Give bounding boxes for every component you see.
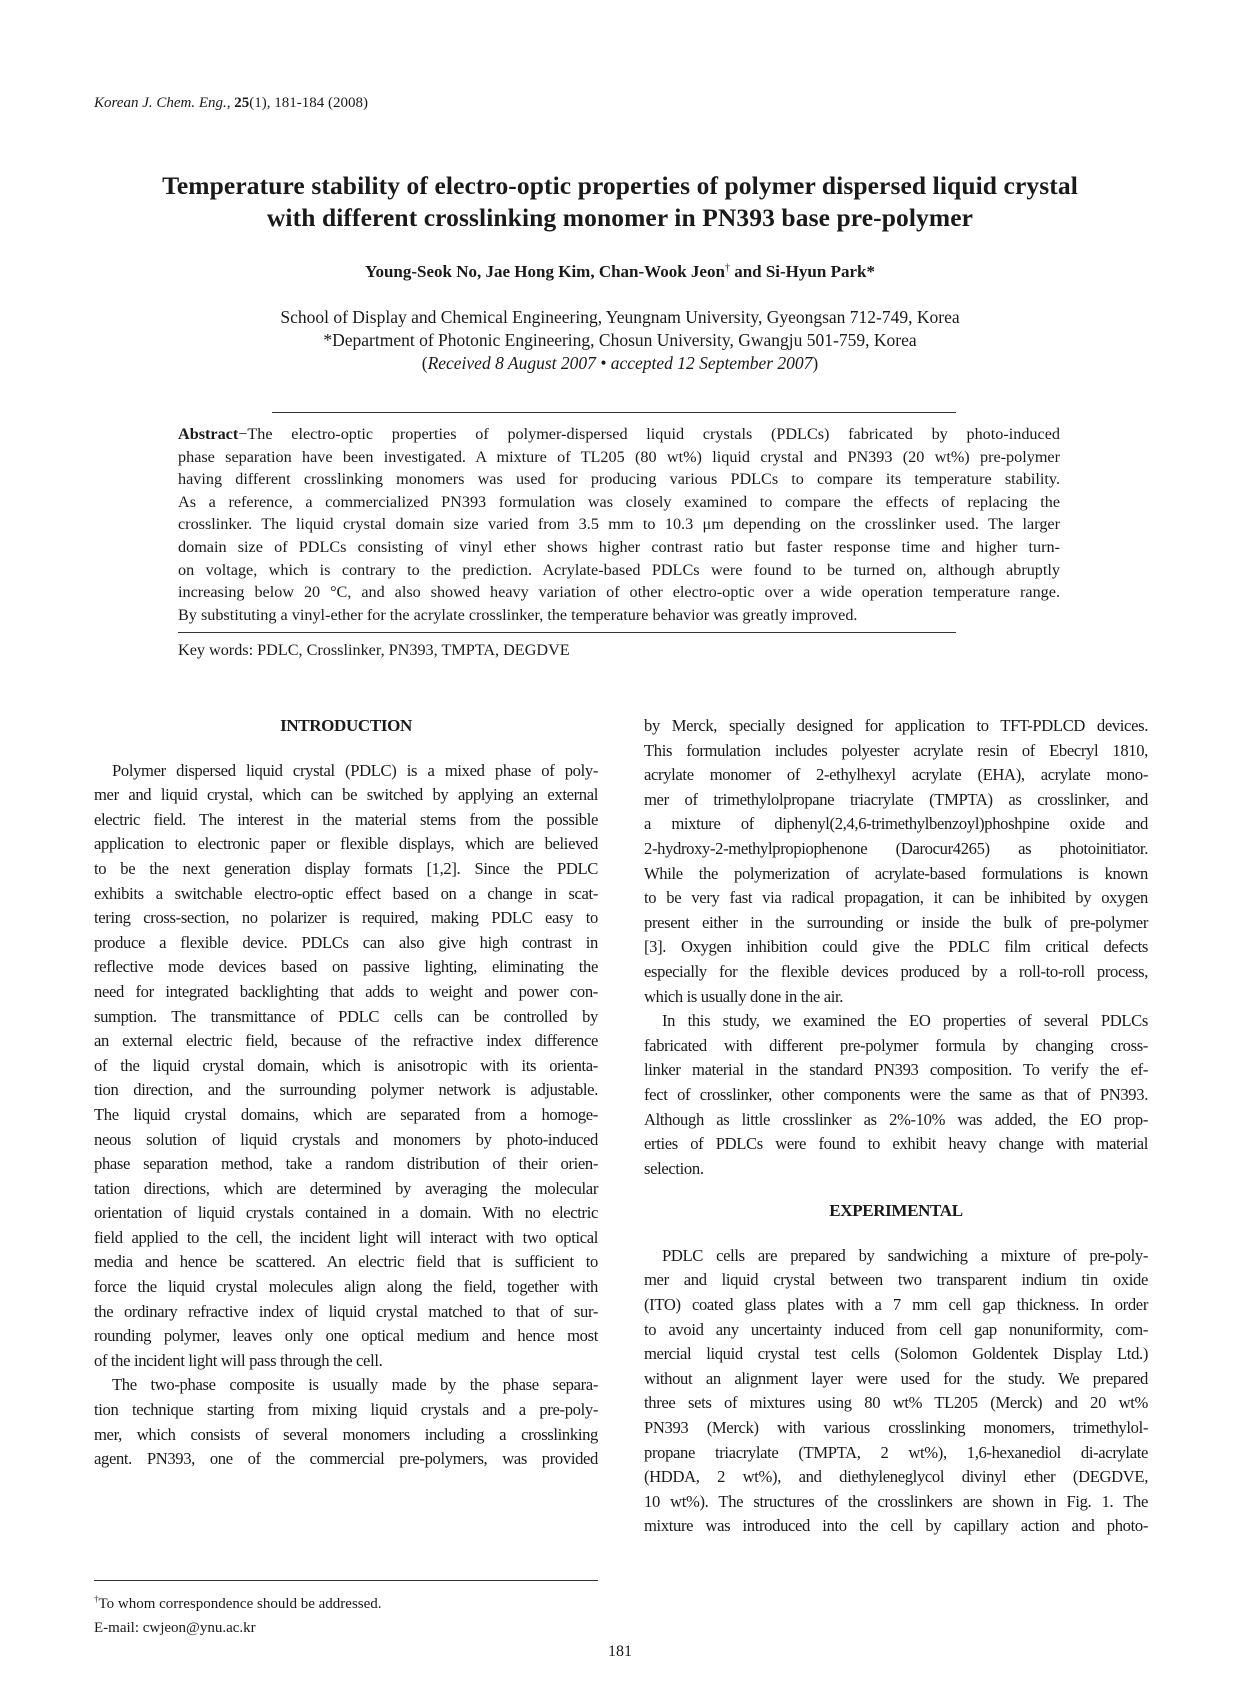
page-number: 181 bbox=[608, 1643, 632, 1660]
footnote-line-1: †To whom correspondence should be addressed. bbox=[94, 1594, 382, 1612]
left-column bbox=[94, 714, 598, 1472]
text-line: sumption. The transmittance of PDLC cells can be controlled by bbox=[94, 1006, 598, 1026]
intro-paragraph-3 bbox=[644, 714, 1148, 1009]
text-line: reflective mode devices based on passive lighting, eliminating the bbox=[94, 957, 598, 977]
text-line: which is usually done in the air. bbox=[644, 986, 844, 1006]
text-line: mercial liquid crystal test cells (Solomon Goldentek Display Ltd.) bbox=[644, 1344, 1148, 1364]
journal-volume: 25 bbox=[234, 95, 250, 111]
text-line: to be very fast via radical propagation, it can be inhibited by oxygen bbox=[644, 888, 1148, 908]
abstract-lead: Abstract bbox=[178, 425, 239, 443]
abstract-line: phase separation have been investigated. A mixture of TL205 (80 wt%) liquid crystal and PN393 (20 wt%) pre-polymer bbox=[178, 447, 1060, 466]
abstract-line: increasing below 20 °C, and also showed heavy variation of other electro-optic over a wide operation temperature range. bbox=[178, 583, 1060, 602]
text-line: media and hence be scattered. An electric field that is sufficient to bbox=[94, 1252, 598, 1272]
text-line: an external electric field, because of the refractive index difference bbox=[94, 1031, 598, 1051]
affiliation-1: School of Display and Chemical Engineering, Yeungnam University, Gyeongsan 712-749, Korea bbox=[280, 307, 960, 327]
text-line: three sets of mixtures using 80 wt% TL205 (Merck) and 20 wt% bbox=[644, 1393, 1148, 1413]
text-line: phase separation method, take a random distribution of their orien- bbox=[94, 1154, 598, 1174]
text-line: 10 wt%). The structures of the crosslinkers are shown in Fig. 1. The bbox=[644, 1491, 1148, 1511]
text-line: especially for the flexible devices produced by a roll-to-roll process, bbox=[644, 961, 1148, 981]
abstract-line: By substituting a vinyl-ether for the acrylate crosslinker, the temperature behavior was greatly improved. bbox=[178, 605, 858, 624]
text-line: without an alignment layer were used for the study. We prepared bbox=[644, 1368, 1148, 1388]
text-line: fect of crosslinker, other components were the same as that of PN393. bbox=[644, 1084, 1148, 1104]
text-line: mer and liquid crystal between two transparent indium tin oxide bbox=[644, 1270, 1148, 1290]
section-heading-introduction: INTRODUCTION bbox=[280, 716, 412, 735]
text-line: tion technique starting from mixing liquid crystals and a pre-poly- bbox=[94, 1400, 598, 1420]
text-line: neous solution of liquid crystals and monomers by photo-induced bbox=[94, 1129, 598, 1149]
text-line: tation directions, which are determined by averaging the molecular bbox=[94, 1178, 598, 1198]
text-line: Polymer dispersed liquid crystal (PDLC) is a mixed phase of poly- bbox=[112, 760, 598, 780]
footnote-email: E-mail: cwjeon@ynu.ac.kr bbox=[94, 1620, 256, 1636]
abstract-line: having different crosslinking monomers was used for producing various PDLCs to compare its temperature stability. bbox=[178, 470, 1060, 489]
text-line: fabricated with different pre-polymer formula by changing cross- bbox=[644, 1035, 1148, 1055]
text-line: tering cross-section, no polarizer is required, making PDLC easy to bbox=[94, 908, 598, 928]
text-line: field applied to the cell, the incident light will interact with two optical bbox=[94, 1227, 598, 1247]
abstract-line: As a reference, a commercialized PN393 formulation was closely examined to compare the effects of replacing the bbox=[178, 492, 1060, 511]
intro-paragraph-4 bbox=[644, 1009, 1148, 1181]
text-line: acrylate monomer of 2-ethylhexyl acrylate (EHA), acrylate mono- bbox=[644, 765, 1148, 785]
text-line: PDLC cells are prepared by sandwiching a mixture of pre-poly- bbox=[662, 1245, 1148, 1265]
abstract bbox=[178, 423, 1060, 626]
footnote bbox=[94, 1587, 382, 1640]
author-list bbox=[0, 262, 1240, 282]
text-line: application to electronic paper or flexible displays, which are believed bbox=[94, 834, 598, 854]
text-line: propane triacrylate (TMPTA, 2 wt%), 1,6-hexanediol di-acrylate bbox=[644, 1442, 1148, 1462]
journal-name: Korean J. Chem. Eng. bbox=[94, 95, 227, 111]
text-line: erties of PDLCs were found to exhibit heavy change with material bbox=[644, 1134, 1148, 1154]
text-line: exhibits a switchable electro-optic effect based on a change in scat- bbox=[94, 883, 598, 903]
text-line: tion direction, and the surrounding polymer network is adjustable. bbox=[94, 1080, 598, 1100]
affiliation-2: *Department of Photonic Engineering, Chosun University, Gwangju 501-759, Korea bbox=[323, 330, 917, 350]
corresponding-mark: † bbox=[724, 262, 730, 274]
text-line: mer and liquid crystal, which can be switched by applying an external bbox=[94, 785, 598, 805]
authors-after: and Si-Hyun Park* bbox=[729, 262, 875, 281]
text-line: a mixture of diphenyl(2,4,6-trimethylbenzoyl)phoshpine oxide and bbox=[644, 814, 1148, 834]
received-text: Received 8 August 2007 • accepted 12 September 2007 bbox=[427, 353, 813, 373]
right-column bbox=[644, 714, 1148, 1539]
text-line: present either in the surrounding or inside the bulk of pre-polymer bbox=[644, 912, 1148, 932]
text-line: 2-hydroxy-2-methylpropiophenone (Darocur4265) as photoinitiator. bbox=[644, 838, 1148, 858]
experimental-paragraph-1 bbox=[644, 1244, 1148, 1539]
text-line: need for integrated backlighting that adds to weight and power con- bbox=[94, 981, 598, 1001]
journal-sep: , bbox=[226, 95, 235, 111]
text-line: of the incident light will pass through the cell. bbox=[94, 1350, 383, 1370]
text-line: the ordinary refractive index of liquid crystal matched to that of sur- bbox=[94, 1301, 598, 1321]
abstract-top-rule bbox=[272, 412, 956, 413]
text-line: agent. PN393, one of the commercial pre-polymers, was provided bbox=[94, 1449, 598, 1469]
footnote-rule bbox=[94, 1580, 598, 1581]
text-line: selection. bbox=[644, 1158, 704, 1178]
text-line: mer of trimethylolpropane triacrylate (TMPTA) as crosslinker, and bbox=[644, 789, 1148, 809]
text-line: to avoid any uncertainty induced from cell gap nonuniformity, com- bbox=[644, 1319, 1148, 1339]
title-line-2: with different crosslinking monomer in PN393 base pre-polymer bbox=[266, 203, 974, 232]
text-line: [3]. Oxygen inhibition could give the PDLC film critical defects bbox=[644, 937, 1148, 957]
section-heading-experimental: EXPERIMENTAL bbox=[829, 1201, 963, 1221]
text-line: This formulation includes polyester acrylate resin of Ebecryl 1810, bbox=[644, 740, 1148, 760]
abstract-line: domain size of PDLCs consisting of vinyl ether shows higher contrast ratio but faster response time and higher turn- bbox=[178, 537, 1060, 556]
text-line: mer, which consists of several monomers including a crosslinking bbox=[94, 1424, 598, 1444]
text-line: Although as little crosslinker as 2%-10% was added, the EO prop- bbox=[644, 1109, 1148, 1129]
text-line: (ITO) coated glass plates with a 7 mm cell gap thickness. In order bbox=[644, 1295, 1148, 1315]
text-line: rounding polymer, leaves only one optical medium and hence most bbox=[94, 1326, 598, 1346]
text-line: to be the next generation display formats [1,2]. Since the PDLC bbox=[94, 858, 598, 878]
keywords: Key words: PDLC, Crosslinker, PN393, TMPTA, DEGDVE bbox=[178, 641, 570, 659]
abstract-bottom-rule bbox=[178, 632, 956, 633]
text-line: mixture was introduced into the cell by capillary action and photo- bbox=[644, 1516, 1148, 1536]
text-line: PN393 (Merck) with various crosslinking monomers, trimethylol- bbox=[644, 1418, 1148, 1438]
affiliations bbox=[0, 306, 1240, 375]
text-line: orientation of liquid crystals contained in a domain. With no electric bbox=[94, 1203, 598, 1223]
text-line: The two-phase composite is usually made by the phase separa- bbox=[112, 1375, 598, 1395]
title-line-1: Temperature stability of electro-optic properties of polymer dispersed liquid crystal bbox=[162, 171, 1078, 200]
journal-issue-pages: (1), 181-184 (2008) bbox=[249, 95, 368, 111]
abstract-line: on voltage, which is contrary to the prediction. Acrylate-based PDLCs were found to be turned on, although abruptly bbox=[178, 560, 1060, 579]
paper-title bbox=[80, 170, 1160, 234]
abstract-line: Abstract−The electro-optic properties of polymer-dispersed liquid crystals (PDLCs) fabricated by photo-induced bbox=[178, 425, 1060, 443]
intro-paragraph-2 bbox=[94, 1373, 598, 1471]
intro-paragraph-1 bbox=[94, 759, 598, 1374]
text-line: (HDDA, 2 wt%), and diethyleneglycol divinyl ether (DEGDVE, bbox=[644, 1467, 1148, 1487]
text-line: While the polymerization of acrylate-based formulations is known bbox=[644, 863, 1148, 883]
text-line: linker material in the standard PN393 composition. To verify the ef- bbox=[644, 1060, 1148, 1080]
text-line: In this study, we examined the EO properties of several PDLCs bbox=[662, 1011, 1148, 1031]
journal-citation bbox=[94, 95, 368, 112]
text-line: force the liquid crystal molecules align along the field, together with bbox=[94, 1277, 598, 1297]
text-line: by Merck, specially designed for application to TFT-PDLCD devices. bbox=[644, 716, 1148, 735]
text-line: The liquid crystal domains, which are separated from a homoge- bbox=[94, 1104, 598, 1124]
received-dates: (Received 8 August 2007 • accepted 12 September 2007) bbox=[421, 353, 819, 373]
text-line: of the liquid crystal domain, which is anisotropic with its orienta- bbox=[94, 1055, 598, 1075]
authors-before: Young-Seok No, Jae Hong Kim, Chan-Wook Jeon bbox=[365, 262, 725, 281]
abstract-line: crosslinker. The liquid crystal domain size varied from 3.5 mm to 10.3 μm depending on the crosslinker used. The larger bbox=[178, 515, 1060, 534]
text-line: electric field. The interest in the material stems from the possible bbox=[94, 809, 598, 829]
text-line: produce a flexible device. PDLCs can also give high contrast in bbox=[94, 932, 598, 952]
